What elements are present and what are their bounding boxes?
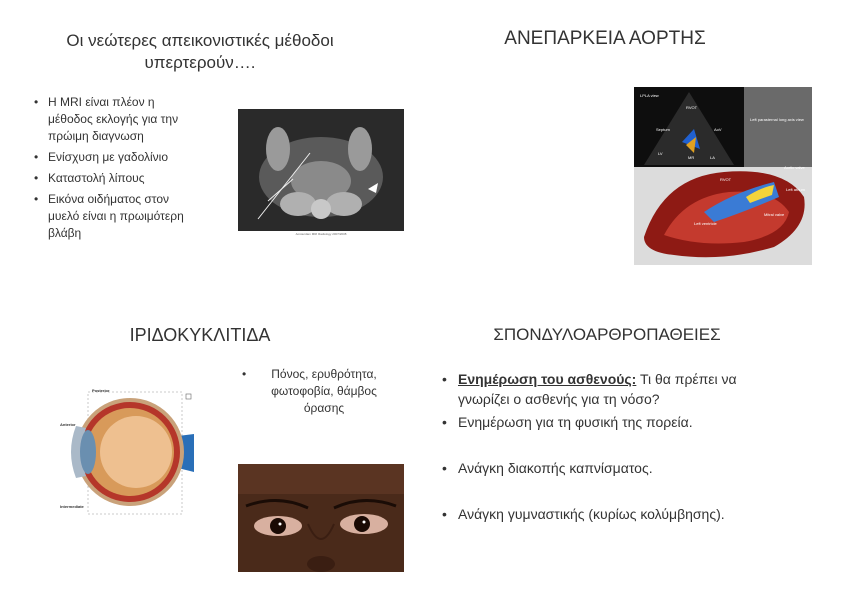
- heart-label: Mitral valve: [764, 212, 785, 217]
- list-item: • Ενημέρωση για τη φυσική της πορεία.: [442, 412, 772, 432]
- eye-label-anterior: Anterior: [60, 422, 76, 427]
- eye-label-posterior: Posterior: [92, 388, 110, 393]
- heart-label: Left ventricle: [694, 221, 717, 226]
- mri-bullet-list: [34, 94, 194, 246]
- aortic-section-title: ΑΝΕΠΑΡΚΕΙΑ ΑΟΡΤΗΣ: [504, 28, 706, 49]
- list-item: • Καταστολή λίπους: [34, 170, 194, 187]
- heart-label: Left atrium: [786, 187, 805, 192]
- mri-section-title: Οι νεώτερες απεικονιστικές μέθοδοι υπερτερούν….: [66, 31, 334, 72]
- echo-label: LPLA view: [640, 93, 659, 98]
- list-item: • Ενίσχυση με γαδολίνιο: [34, 149, 194, 166]
- red-eyes-photo: [238, 464, 404, 572]
- spondyloarthropathies-section-title: ΣΠΟΝΔΥΛΟΑΡΘΡΟΠΑΘΕΙΕΣ: [493, 325, 721, 344]
- list-item: [442, 369, 772, 409]
- spondylo-bullet-list: [442, 369, 772, 528]
- echo-label: LV: [658, 151, 663, 156]
- heart-label: Aortic valve: [784, 165, 805, 170]
- echo-label: LA: [710, 155, 715, 160]
- patient-info-lead: Ενημέρωση του ασθενούς:: [458, 371, 637, 387]
- list-item: • Η MRI είναι πλέον η μέθοδος εκλογής για την πρώιμη διαγνωση: [34, 94, 194, 145]
- eye-anatomy-image: [58, 386, 194, 516]
- heart-label: RVOT: [720, 177, 732, 182]
- aortic-regurgitation-image: [634, 87, 812, 265]
- list-item: • Εικόνα οιδήματος στον μυελό είναι η πρωιμότερη βλάβη: [34, 191, 194, 242]
- list-item: • Ανάγκη διακοπής καπνίσματος.: [442, 458, 772, 478]
- image-caption: Amsterdam MRI Radiology 2007/2008: [295, 232, 347, 236]
- echo-label: MR: [688, 155, 695, 160]
- heart-label: Left parasternal long axis view: [750, 117, 804, 122]
- list-item: • Πόνος, ερυθρότητα, φωτοφοβία, θάμβος όρασης: [242, 366, 392, 417]
- echo-label: RVOT: [686, 105, 698, 110]
- patient-info-text: Τι θα πρέπει να γνωρίζει ο ασθενής για τη νόσο?: [458, 371, 737, 407]
- iridocyclitis-section-title: ΙΡΙΔΟΚΥΚΛΙΤΙΔΑ: [129, 325, 271, 345]
- mri-scan-image: [238, 109, 404, 241]
- echo-label: Septum: [656, 127, 670, 132]
- eye-label-intermediate: Intermediate: [60, 504, 84, 509]
- echo-label: AoV: [714, 127, 722, 132]
- list-item: • Ανάγκη γυμναστικής (κυρίως κολύμβησης).: [442, 504, 772, 524]
- iridocyclitis-bullet-list: [242, 366, 392, 421]
